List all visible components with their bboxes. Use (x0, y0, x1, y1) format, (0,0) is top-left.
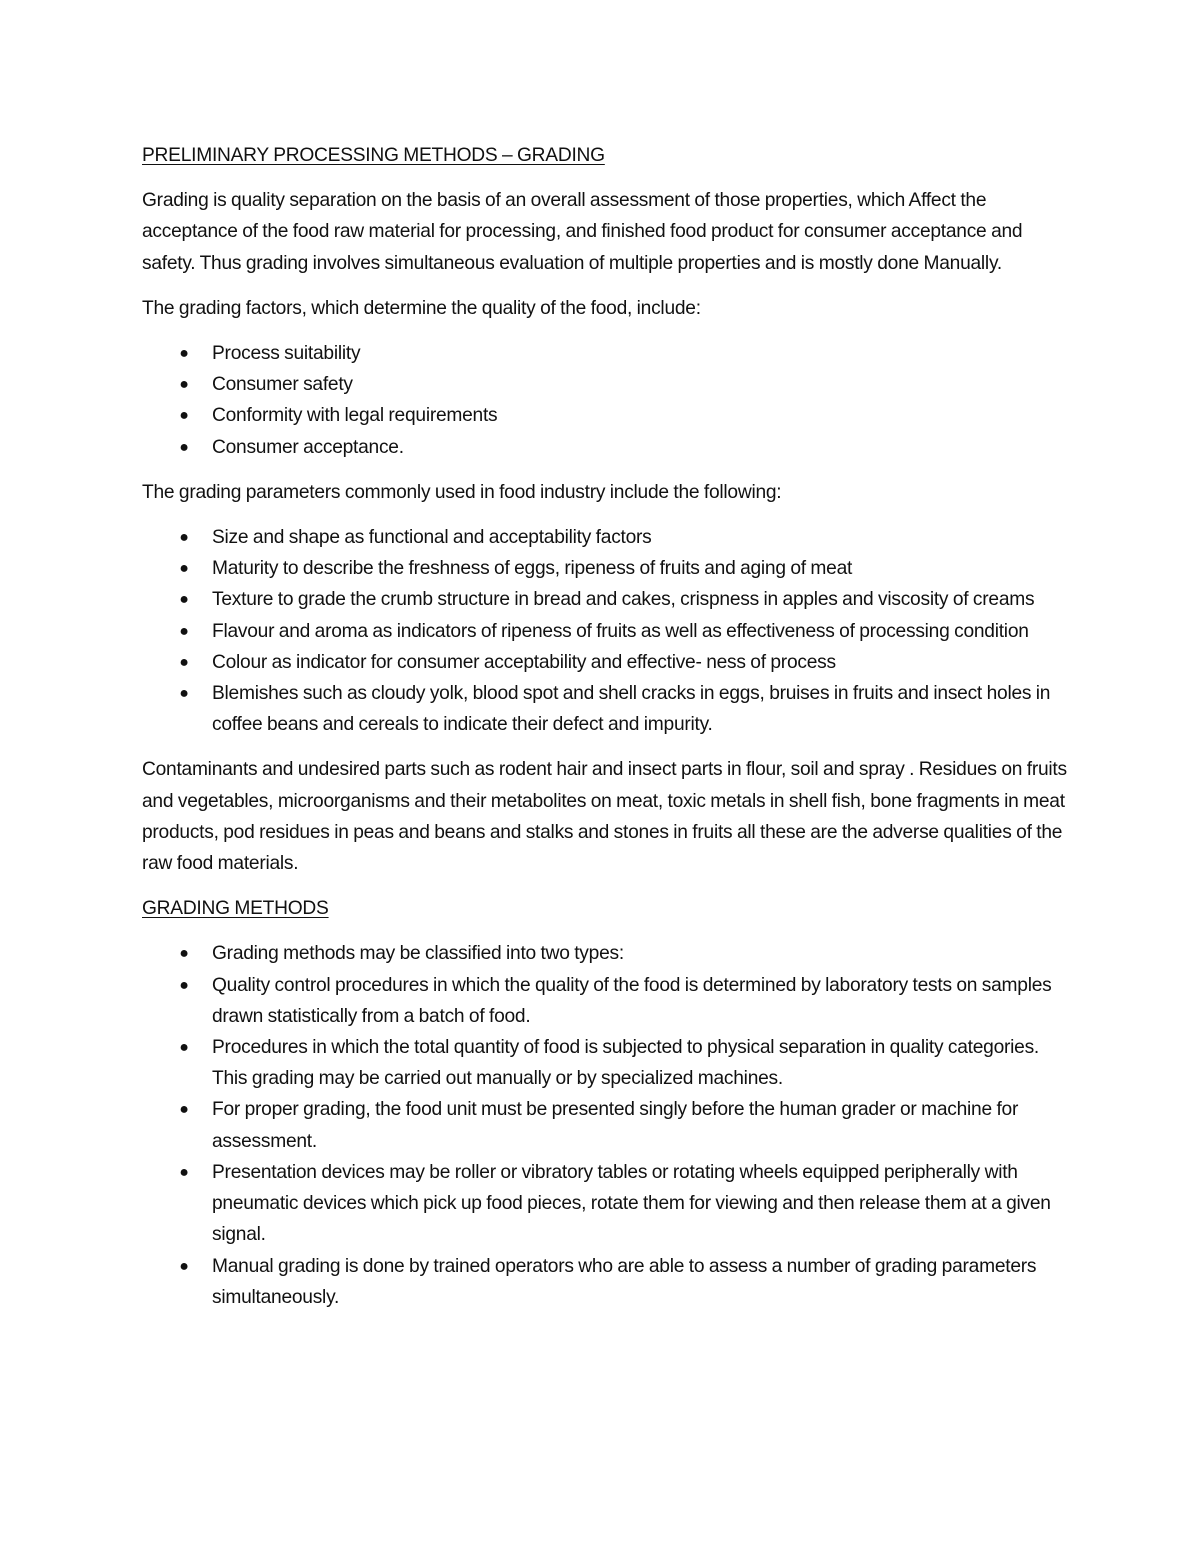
contaminants-paragraph: Contaminants and undesired parts such as rodent hair and insect parts in flour, soil and spray . Residues on fruits and vegetables, microorganisms and their metabolites on meat, toxic metals in shell fish, bone fragments in meat products, pod residues in peas and beans and stalks and stones in fruits all these are the adverse qualities of the raw food materials. (142, 759, 1067, 875)
list-item-text: Process suitability (212, 343, 361, 365)
list-item-text: Manual grading is done by trained operators who are able to assess a number of grading parameters simultaneously. (212, 1255, 1037, 1308)
factors-intro: The grading factors, which determine the quality of the food, include: (142, 297, 701, 319)
bullet-icon: ● (179, 1039, 189, 1057)
list-item (142, 338, 1072, 369)
bullet-icon: ● (179, 1101, 189, 1119)
bullet-icon: ● (179, 1163, 189, 1181)
main-heading: PRELIMINARY PROCESSING METHODS – GRADING (142, 145, 605, 166)
methods-list (142, 938, 1072, 1312)
list-item-text: Flavour and aroma as indicators of ripeness of fruits as well as effectiveness of processing condition (212, 620, 1029, 642)
parameters-list (142, 522, 1072, 740)
list-item (142, 522, 1072, 553)
bullet-icon: ● (179, 976, 189, 994)
list-item (142, 400, 1072, 431)
list-item (142, 432, 1072, 463)
list-item (142, 678, 1072, 740)
intro-paragraph: Grading is quality separation on the basis of an overall assessment of those properties, which Affect the acceptance of the food raw material for processing, and finished food product for consumer acceptance and safety. Thus grading involves simultaneous evaluation of multiple properties and is mostly done Manually. (142, 190, 1023, 274)
bullet-icon: ● (179, 591, 189, 609)
list-item-text: Quality control procedures in which the quality of the food is determined by laboratory tests on samples drawn statistically from a batch of food. (212, 974, 1052, 1027)
list-item-text: Maturity to describe the freshness of eggs, ripeness of fruits and aging of meat (212, 558, 853, 580)
list-item-text: Blemishes such as cloudy yolk, blood spot and shell cracks in eggs, bruises in fruits and insect holes in coffee beans and cereals to indicate their defect and impurity. (212, 683, 1051, 736)
list-item-text: Size and shape as functional and acceptability factors (212, 527, 652, 549)
list-item-text: For proper grading, the food unit must be presented singly before the human grader or machine for assessment. (212, 1099, 1019, 1152)
bullet-icon: ● (179, 653, 189, 671)
list-item-text: Consumer safety (212, 374, 353, 396)
list-item-text: Consumer acceptance. (212, 436, 404, 458)
list-item-text: Grading methods may be classified into two types: (212, 943, 624, 965)
bullet-icon: ● (179, 945, 189, 963)
list-item (142, 938, 1072, 969)
list-item (142, 970, 1072, 1032)
list-item (142, 616, 1072, 647)
list-item (142, 1157, 1072, 1251)
list-item-text: Colour as indicator for consumer acceptability and effective- ness of process (212, 651, 836, 673)
list-item (142, 647, 1072, 678)
methods-heading: GRADING METHODS (142, 898, 329, 920)
list-item (142, 369, 1072, 400)
list-item (142, 1251, 1072, 1313)
bullet-icon: ● (179, 345, 189, 363)
list-item-text: Procedures in which the total quantity of food is subjected to physical separation in quality categories. This grading may be carried out manually or by specialized machines. (212, 1037, 1039, 1090)
list-item-text: Presentation devices may be roller or vibratory tables or rotating wheels equipped peripherally with pneumatic devices which pick up food pieces, rotate them for viewing and then release them at a given signal. (212, 1161, 1051, 1246)
bullet-icon: ● (179, 685, 189, 703)
parameters-intro: The grading parameters commonly used in food industry include the following: (142, 481, 782, 503)
bullet-icon: ● (179, 1257, 189, 1275)
bullet-icon: ● (179, 376, 189, 394)
bullet-icon: ● (179, 407, 189, 425)
document-page (142, 140, 1072, 1327)
factors-list (142, 338, 1072, 463)
list-item-text: Texture to grade the crumb structure in bread and cakes, crispness in apples and viscosity of creams (212, 589, 1035, 611)
list-item (142, 1032, 1072, 1094)
list-item (142, 584, 1072, 615)
list-item-text: Conformity with legal requirements (212, 405, 498, 427)
bullet-icon: ● (179, 560, 189, 578)
bullet-icon: ● (179, 438, 189, 456)
list-item (142, 1094, 1072, 1156)
list-item (142, 553, 1072, 584)
bullet-icon: ● (179, 622, 189, 640)
bullet-icon: ● (179, 529, 189, 547)
